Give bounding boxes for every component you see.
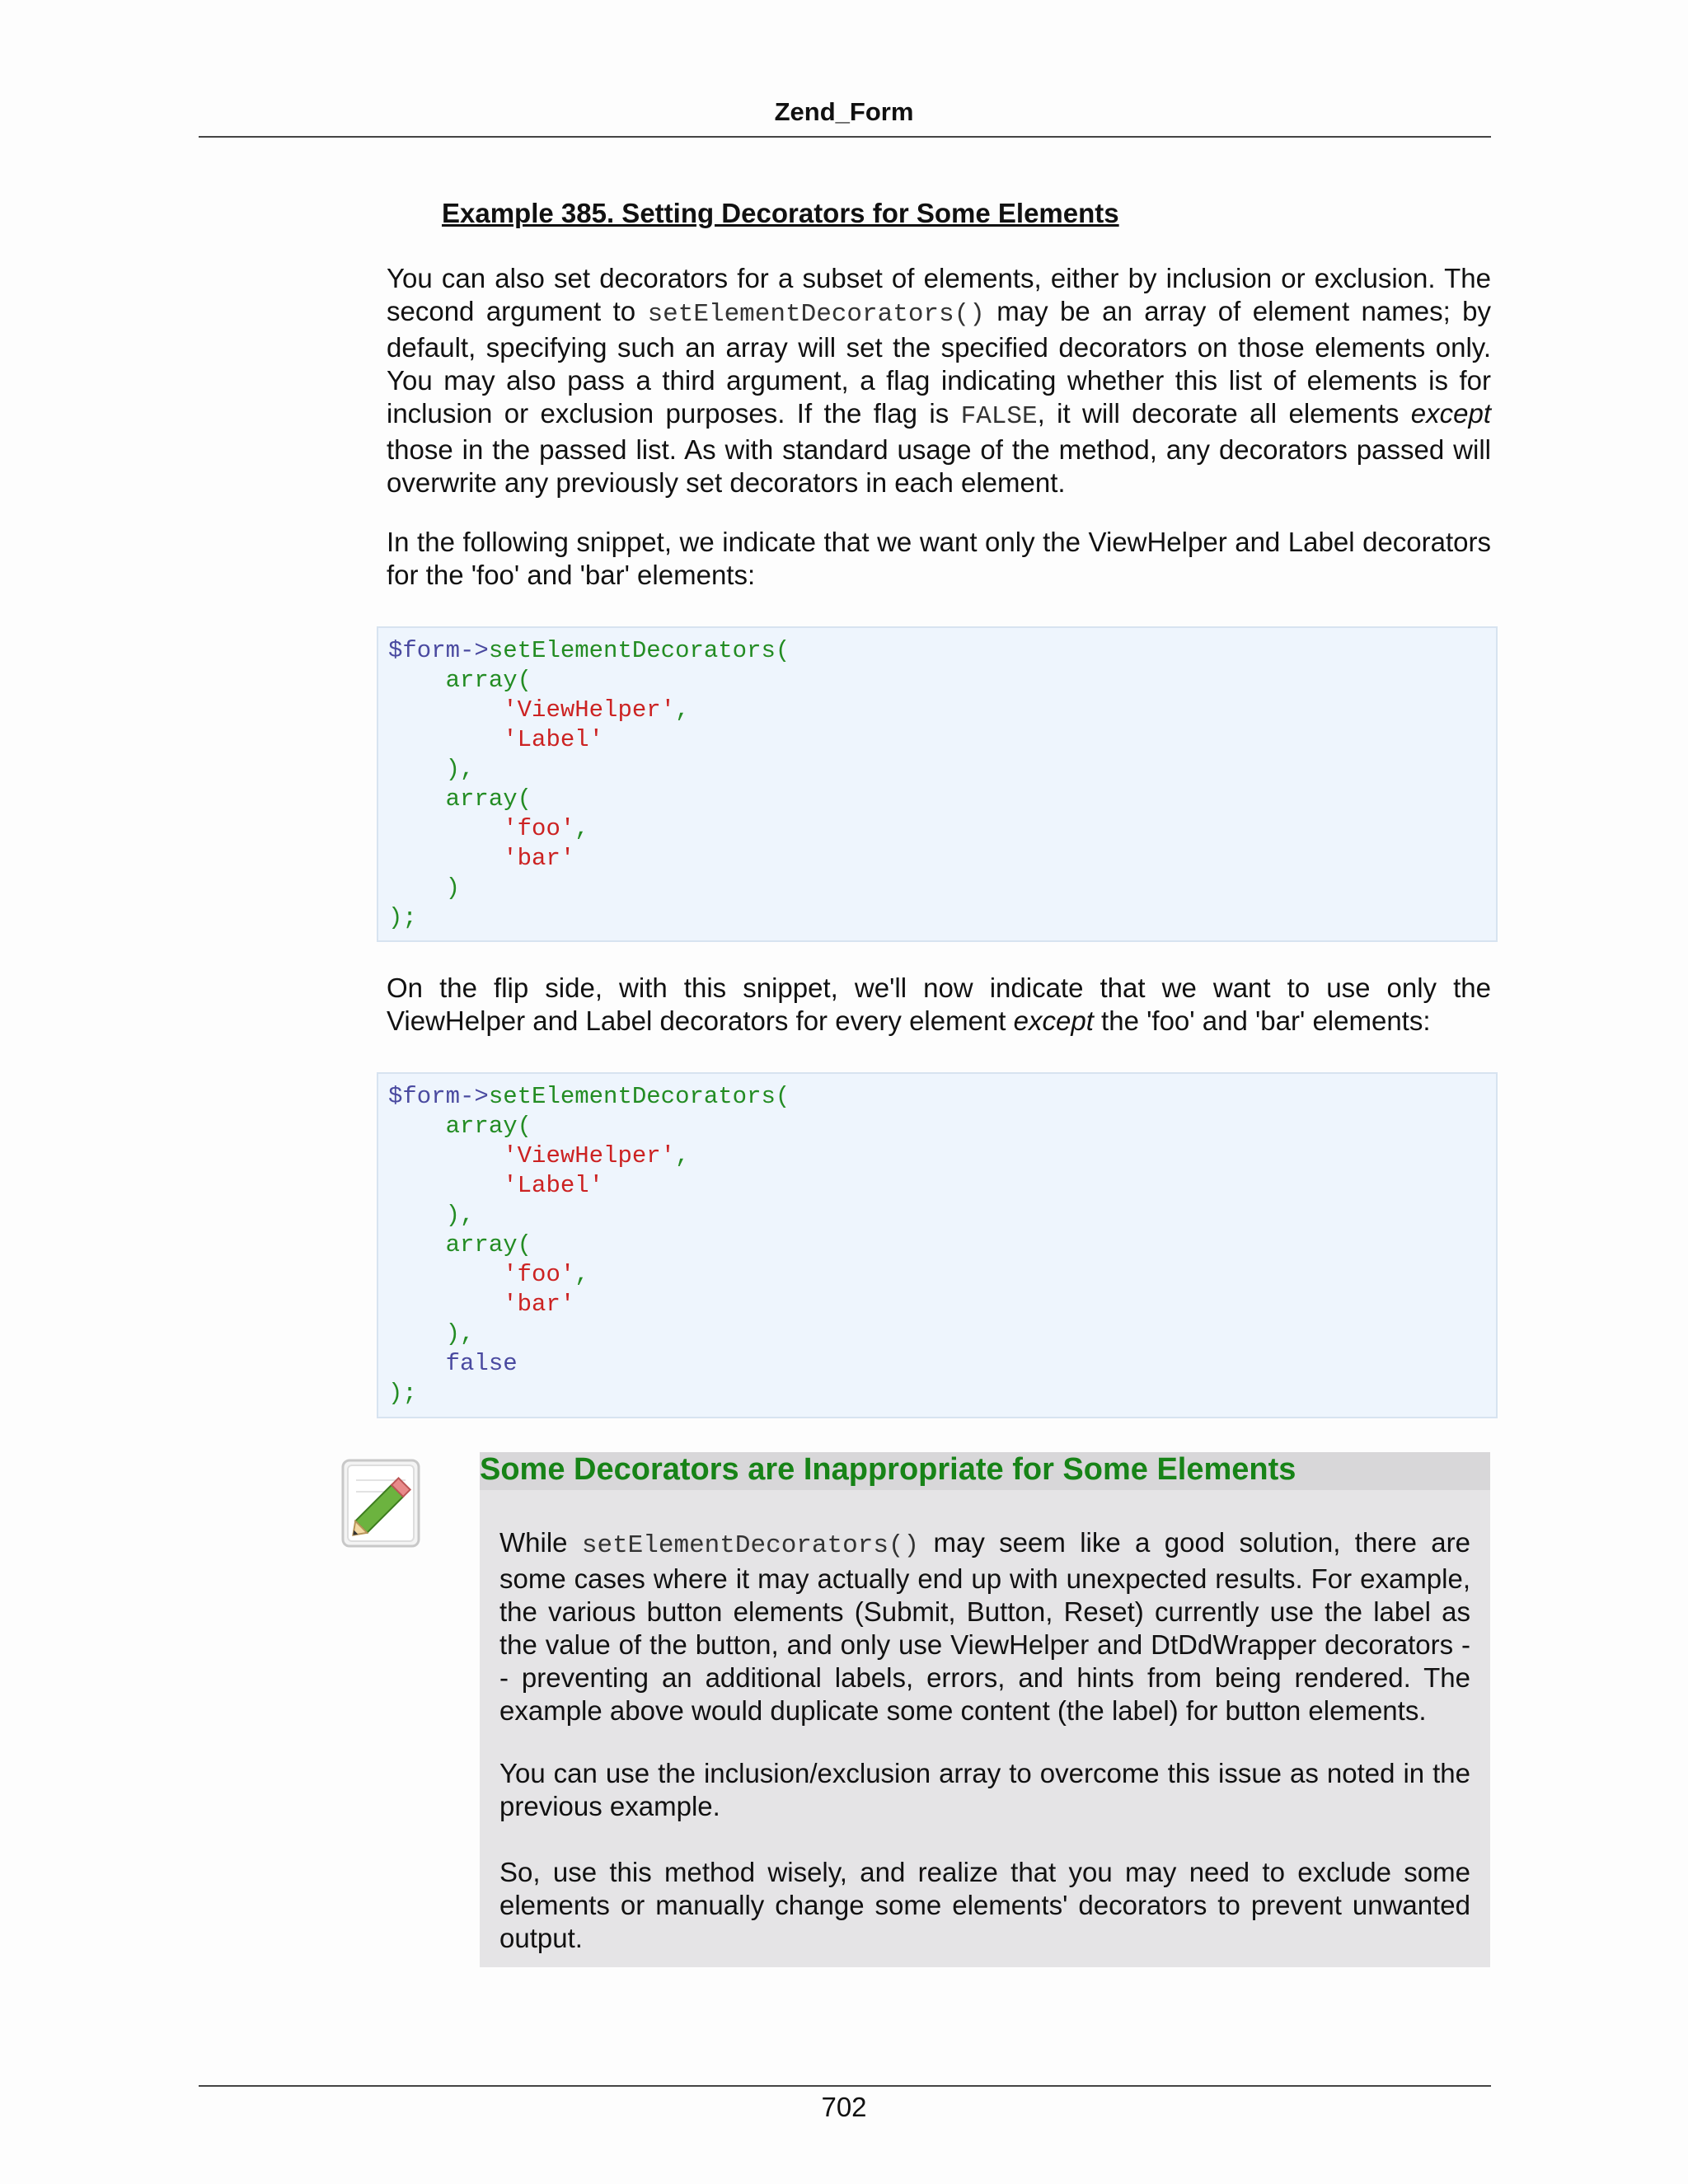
inline-code: FALSE — [960, 402, 1038, 431]
code-token: $form-> — [388, 637, 489, 664]
code-line — [388, 903, 1496, 933]
paragraph-intro — [387, 262, 1491, 499]
code-indent — [388, 785, 446, 813]
emphasis: except — [1013, 1005, 1094, 1036]
code-token: 'ViewHelper' — [503, 696, 676, 724]
inline-code: setElementDecorators() — [581, 1531, 920, 1560]
code-token: ), — [445, 1320, 475, 1347]
pencil-note-icon — [336, 1455, 427, 1553]
code-token: setElementDecorators — [488, 1083, 776, 1110]
code-token: , — [675, 696, 690, 724]
code-line — [388, 1349, 1496, 1379]
code-token: , — [574, 1261, 589, 1288]
code-indent — [388, 1350, 446, 1377]
code-line — [388, 1112, 1496, 1141]
code-token: 'bar' — [503, 845, 575, 872]
header-divider — [199, 136, 1491, 138]
text-run: , it will decorate all elements — [1037, 398, 1411, 429]
code-token: $form-> — [388, 1083, 489, 1110]
page-number: 702 — [821, 2092, 867, 2122]
code-indent — [388, 756, 446, 783]
code-line — [388, 874, 1496, 903]
code-token: ), — [445, 756, 475, 783]
code-line — [388, 844, 1496, 874]
code-line — [388, 1379, 1496, 1408]
code-token: 'bar' — [503, 1291, 575, 1318]
paragraph-snippet-intro: In the following snippet, we indicate that we want only the ViewHelper and Label decorators for the 'foo' and 'bar' elements: — [387, 527, 1491, 590]
code-indent — [388, 1291, 503, 1318]
emphasis: except — [1410, 398, 1491, 429]
code-line — [388, 1230, 1496, 1260]
code-token: ( — [775, 637, 790, 664]
code-indent — [388, 815, 503, 842]
code-token: ( — [775, 1083, 790, 1110]
code-line — [388, 666, 1496, 696]
code-token: 'ViewHelper' — [503, 1142, 676, 1169]
code-indent — [388, 874, 446, 902]
code-indent — [388, 1172, 503, 1199]
text-run: the 'foo' and 'bar' elements: — [1093, 1005, 1431, 1036]
code-token: 'foo' — [503, 1261, 575, 1288]
text-run: On the flip side, with this snippet, we'll now indicate that we want to use only the ViewHelper and Label decorators for every element — [387, 972, 1491, 1036]
note-paragraph: So, use this method wisely, and realize that you may need to exclude some elements or manually change some elements' decorators to prevent unwanted output. — [499, 1857, 1470, 1953]
code-line — [388, 1171, 1496, 1201]
code-token: ); — [388, 904, 417, 931]
code-indent — [388, 667, 446, 694]
code-indent — [388, 1231, 446, 1258]
code-indent — [388, 1202, 446, 1229]
footer-divider — [199, 2085, 1491, 2087]
code-line — [388, 636, 1496, 666]
code-token: ( — [517, 667, 532, 694]
paragraph-flip-side — [387, 972, 1491, 1038]
code-token: , — [675, 1142, 690, 1169]
code-indent — [388, 1261, 503, 1288]
code-token: ( — [517, 785, 532, 813]
code-indent — [388, 726, 503, 753]
code-indent — [388, 845, 503, 872]
code-line — [388, 1141, 1496, 1171]
code-indent — [388, 696, 503, 724]
code-token: array — [445, 1113, 518, 1140]
code-token: 'foo' — [503, 815, 575, 842]
code-line — [388, 696, 1496, 725]
text-run: those in the passed list. As with standard usage of the method, any decorators passed will overwrite any previously set decorators in each element. — [387, 434, 1491, 498]
code-line — [388, 814, 1496, 844]
inline-code: setElementDecorators() — [647, 300, 985, 329]
code-token: 'Label' — [503, 1172, 604, 1199]
code-token: setElementDecorators — [488, 637, 776, 664]
running-header: Zend_Form — [774, 97, 914, 126]
code-line — [388, 1201, 1496, 1230]
code-token: ( — [517, 1113, 532, 1140]
note-paragraph — [499, 1526, 1470, 1727]
code-token: false — [445, 1350, 518, 1377]
code-block-exclusion — [377, 1072, 1498, 1418]
code-line — [388, 725, 1496, 755]
code-line — [388, 1260, 1496, 1290]
code-block-inclusion — [377, 626, 1498, 942]
code-token: 'Label' — [503, 726, 604, 753]
code-token: ) — [445, 874, 461, 902]
code-line — [388, 1082, 1496, 1112]
code-indent — [388, 1113, 446, 1140]
text-run: While — [499, 1527, 582, 1558]
example-title: Example 385. Setting Decorators for Some Elements — [442, 198, 1119, 228]
code-line — [388, 1319, 1496, 1349]
code-line — [388, 1290, 1496, 1319]
code-line — [388, 785, 1496, 814]
text-run: You can also set decorators for a subset of elements, either by inclusion or exclusion. The second argument to — [387, 263, 1491, 326]
code-token: array — [445, 667, 518, 694]
code-token: ( — [517, 1231, 532, 1258]
code-token: ), — [445, 1202, 475, 1229]
code-indent — [388, 1320, 446, 1347]
text-run: may be an array of element names; by default, specifying such an array will set the specified decorators on those elements only. You may also pass a third argument, a flag indicating whether this list of elements is for inclusion or exclusion purposes. If the flag is — [387, 296, 1491, 429]
code-token: array — [445, 1231, 518, 1258]
text-run: may seem like a good solution, there are some cases where it may actually end up with unexpected results. For example, the various button elements (Submit, Button, Reset) currently use the label as the value of the button, and only use ViewHelper and DtDdWrapper decorators -- preventing an additional labels, errors, and hints from being rendered. The example above would duplicate some content (the label) for button elements. — [499, 1527, 1470, 1726]
code-token: , — [574, 815, 589, 842]
note-paragraph: You can use the inclusion/exclusion array to overcome this issue as noted in the previous example. — [499, 1758, 1470, 1821]
note-title: Some Decorators are Inappropriate for Some Elements — [480, 1452, 1296, 1487]
code-token: ); — [388, 1380, 417, 1407]
code-token: array — [445, 785, 518, 813]
code-indent — [388, 1142, 503, 1169]
code-line — [388, 755, 1496, 785]
